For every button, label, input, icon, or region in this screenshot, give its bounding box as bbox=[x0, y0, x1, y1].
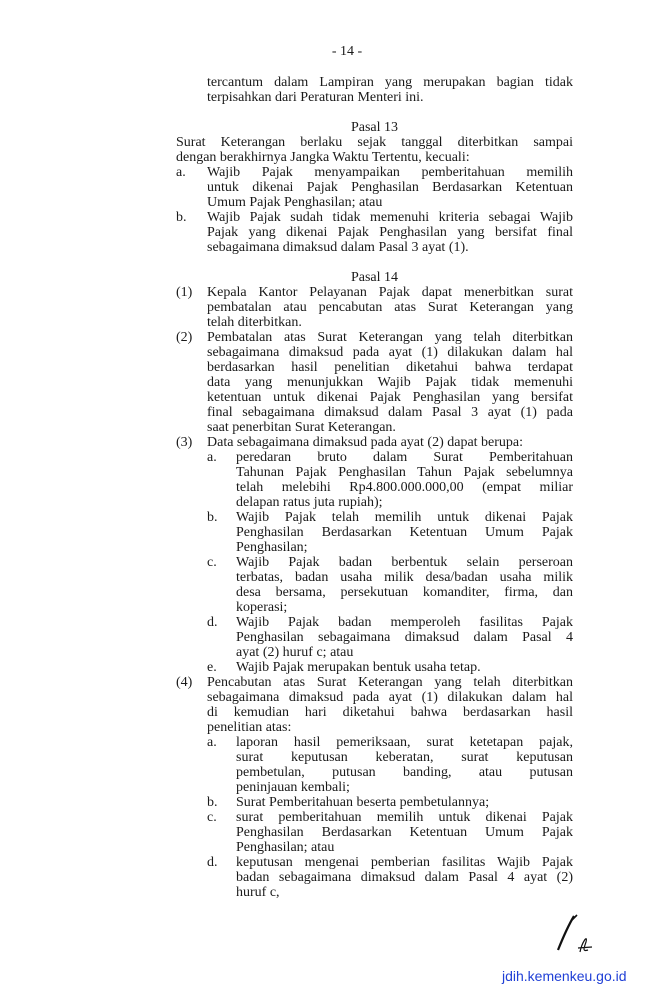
list-marker: e. bbox=[207, 660, 217, 675]
sub-list-item bbox=[207, 450, 573, 510]
list-item-text bbox=[207, 330, 573, 435]
list-item bbox=[176, 165, 573, 210]
text-line: tercantum dalam Lampiran yang merupakan bagian tidak bbox=[207, 75, 573, 90]
text-line: surat keputusan keberatan, surat keputusan bbox=[236, 750, 573, 765]
article-heading: Pasal 14 bbox=[350, 270, 399, 285]
text-line: Wajib Pajak badan memperoleh fasilitas Pajak bbox=[236, 615, 573, 630]
text-line: badan sebagaimana dimaksud dalam Pasal 4 ayat (2) bbox=[236, 870, 573, 885]
list-item-text bbox=[236, 855, 573, 900]
list-marker: d. bbox=[207, 855, 218, 870]
text-line: untuk dikenai Pajak Penghasilan Berdasarkan Ketentuan bbox=[207, 180, 573, 195]
text-line: sebagaimana dimaksud dalam Pasal 3 ayat (1). bbox=[207, 240, 469, 255]
list-marker: (4) bbox=[176, 675, 193, 690]
sub-list-item bbox=[207, 510, 573, 555]
spacer bbox=[176, 255, 573, 270]
article-heading: Pasal 13 bbox=[350, 120, 399, 135]
list-marker: c. bbox=[207, 555, 217, 570]
text-line: pembetulan, putusan banding, atau putusan bbox=[236, 765, 573, 780]
text-line: Data sebagaimana dimaksud pada ayat (2) dapat berupa: bbox=[207, 435, 524, 450]
list-item-text bbox=[207, 285, 573, 330]
paragraph bbox=[176, 135, 573, 165]
list-marker: (2) bbox=[176, 330, 193, 345]
text-line: pembatalan atau pencabutan atas Surat Keterangan yang bbox=[207, 300, 573, 315]
sub-list-item bbox=[207, 855, 573, 900]
text-line: Wajib Pajak menyampaikan pemberitahuan memilih bbox=[207, 165, 573, 180]
list-marker: c. bbox=[207, 810, 217, 825]
sub-list-item bbox=[207, 555, 573, 615]
list-marker: (3) bbox=[176, 435, 193, 450]
text-line: surat pemberitahuan memilih untuk dikenai Pajak bbox=[236, 810, 573, 825]
text-line: laporan hasil pemeriksaan, surat ketetapan pajak, bbox=[236, 735, 573, 750]
text-line: Pencabutan atas Surat Keterangan yang telah diterbitkan bbox=[207, 675, 573, 690]
text-line: Penghasilan Berdasarkan Ketentuan Umum Pajak bbox=[236, 525, 573, 540]
watermark-url[interactable]: jdih.kemenkeu.go.id bbox=[502, 968, 627, 984]
list-marker: a. bbox=[207, 450, 217, 465]
text-line: ayat (2) huruf c; atau bbox=[236, 645, 354, 660]
text-line: Tahunan Pajak Penghasilan Tahun Pajak sebelumnya bbox=[236, 465, 573, 480]
sub-list-item bbox=[207, 810, 573, 855]
signature-initial bbox=[548, 912, 598, 962]
list-marker: b. bbox=[207, 795, 218, 810]
list-item bbox=[176, 210, 573, 255]
text-line: Wajib Pajak badan berbentuk selain perseroan bbox=[236, 555, 573, 570]
list-item-text bbox=[207, 210, 573, 255]
list-item bbox=[176, 675, 573, 735]
text-line: final sebagaimana dimaksud dalam Pasal 3 ayat (1) pada bbox=[207, 405, 573, 420]
text-line: Surat Keterangan berlaku sejak tanggal diterbitkan sampai bbox=[176, 135, 573, 150]
text-line: ketentuan untuk dikenai Pajak Penghasilan yang bersifat bbox=[207, 390, 573, 405]
text-line: Wajib Pajak sudah tidak memenuhi kriteria sebagai Wajib bbox=[207, 210, 573, 225]
list-marker: a. bbox=[207, 735, 217, 750]
text-line: keputusan mengenai pemberian fasilitas Wajib Pajak bbox=[236, 855, 573, 870]
list-item-text bbox=[236, 735, 573, 795]
text-line: data yang menunjukkan Wajib Pajak tidak memenuhi bbox=[207, 375, 573, 390]
text-line: Wajib Pajak telah memilih untuk dikenai Pajak bbox=[236, 510, 573, 525]
text-line: Penghasilan; atau bbox=[236, 840, 335, 855]
text-line: telah melebihi Rp4.800.000.000,00 (empat miliar bbox=[236, 480, 573, 495]
text-line: desa bersama, persekutuan komanditer, firma, dan bbox=[236, 585, 573, 600]
sub-list-item bbox=[207, 660, 573, 675]
list-marker: b. bbox=[207, 510, 218, 525]
sub-list-item bbox=[207, 615, 573, 660]
text-line: Pajak yang dikenai Pajak Penghasilan yang bersifat final bbox=[207, 225, 573, 240]
text-line: delapan ratus juta rupiah); bbox=[236, 495, 383, 510]
list-marker: d. bbox=[207, 615, 218, 630]
text-line: peredaran bruto dalam Surat Pemberitahuan bbox=[236, 450, 573, 465]
text-line: terpisahkan dari Peraturan Menteri ini. bbox=[207, 90, 424, 105]
list-item-text bbox=[207, 675, 573, 735]
text-line: penelitian atas: bbox=[207, 720, 292, 735]
text-line: Wajib Pajak merupakan bentuk usaha tetap. bbox=[236, 660, 481, 675]
text-line: berdasarkan hasil penelitian diketahui bahwa terdapat bbox=[207, 360, 573, 375]
text-line: Kepala Kantor Pelayanan Pajak dapat menerbitkan surat bbox=[207, 285, 573, 300]
text-line: Penghasilan; bbox=[236, 540, 308, 555]
text-line: Pembatalan atas Surat Keterangan yang telah diterbitkan bbox=[207, 330, 573, 345]
list-item-text bbox=[236, 510, 573, 555]
text-line: di kemudian hari diketahui bahwa berdasarkan hasil bbox=[207, 705, 573, 720]
text-line: terbatas, badan usaha milik desa/badan usaha milik bbox=[236, 570, 573, 585]
text-line: koperasi; bbox=[236, 600, 288, 615]
list-item-text bbox=[236, 450, 573, 510]
text-line: Penghasilan Berdasarkan Ketentuan Umum Pajak bbox=[236, 825, 573, 840]
sub-list-item bbox=[207, 735, 573, 795]
text-line: telah diterbitkan. bbox=[207, 315, 302, 330]
list-marker: a. bbox=[176, 165, 186, 180]
text-line: peninjauan kembali; bbox=[236, 780, 350, 795]
spacer bbox=[176, 105, 573, 120]
list-item-text bbox=[236, 555, 573, 615]
list-item-text bbox=[207, 435, 573, 450]
document-body bbox=[176, 75, 573, 900]
text-line: Umum Pajak Penghasilan; atau bbox=[207, 195, 383, 210]
continued-paragraph bbox=[207, 75, 573, 105]
page-number: - 14 - bbox=[331, 44, 363, 59]
list-item-text bbox=[236, 615, 573, 660]
list-item-text bbox=[236, 810, 573, 855]
text-line: Penghasilan sebagaimana dimaksud dalam Pasal 4 bbox=[236, 630, 573, 645]
list-item bbox=[176, 435, 573, 450]
sub-list-item bbox=[207, 795, 573, 810]
text-line: huruf c, bbox=[236, 885, 280, 900]
list-item-text bbox=[236, 795, 573, 810]
text-line: dengan berakhirnya Jangka Waktu Tertentu, kecuali: bbox=[176, 150, 470, 165]
list-item-text bbox=[207, 165, 573, 210]
text-line: saat penerbitan Surat Keterangan. bbox=[207, 420, 396, 435]
list-marker: (1) bbox=[176, 285, 193, 300]
text-line: sebagaimana dimaksud pada ayat (1) dilakukan dalam hal bbox=[207, 345, 573, 360]
text-line: sebagaimana dimaksud pada ayat (1) dilakukan dalam hal bbox=[207, 690, 573, 705]
text-line: Surat Pemberitahuan beserta pembetulannya; bbox=[236, 795, 490, 810]
list-marker: b. bbox=[176, 210, 187, 225]
list-item-text bbox=[236, 660, 573, 675]
list-item bbox=[176, 285, 573, 330]
list-item bbox=[176, 330, 573, 435]
